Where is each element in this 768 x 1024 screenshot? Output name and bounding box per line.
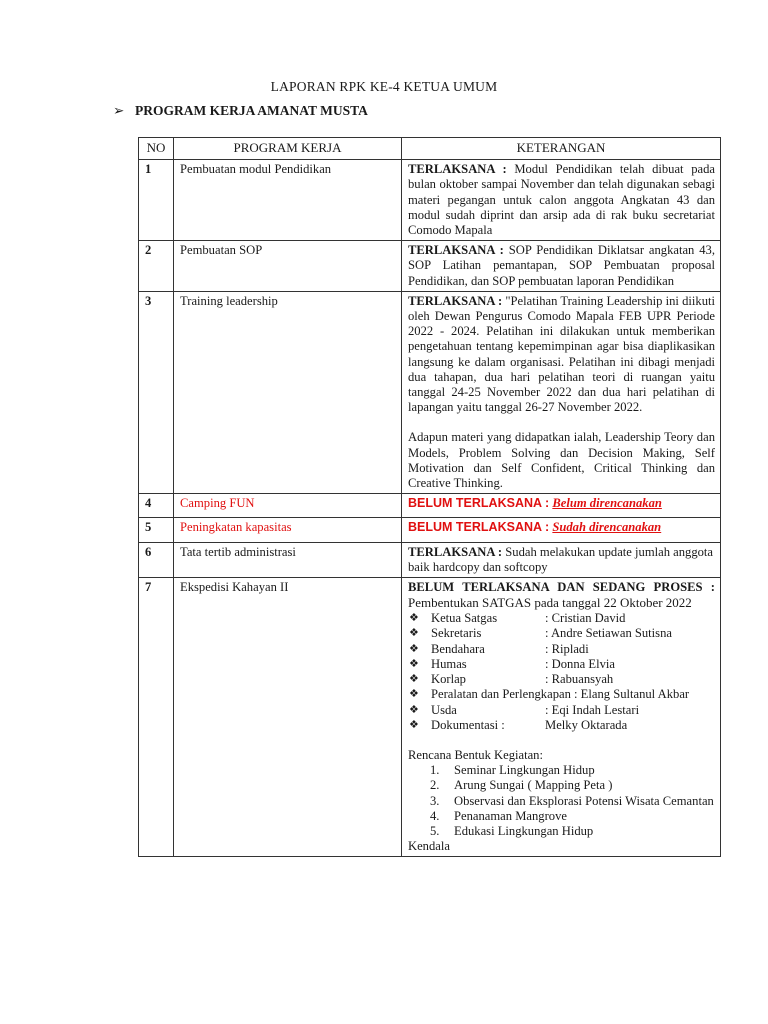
section-heading <box>113 103 368 119</box>
program-name: Pembuatan modul Pendidikan <box>174 160 402 241</box>
satgas-role: Peralatan dan Perlengkapan : Elang Sultanul Akbar <box>431 687 690 702</box>
document-title: LAPORAN RPK KE-4 KETUA UMUM <box>270 79 498 94</box>
diamond-bullet-icon: ❖ <box>409 612 419 625</box>
program-name: Pembuatan SOP <box>174 241 402 292</box>
arrow-bullet-icon: ➢ <box>113 103 125 118</box>
row-number: 5 <box>139 518 174 542</box>
plan-item: Edukasi Lingkungan Hidup <box>454 823 594 838</box>
satgas-role: Bendahara <box>431 641 485 656</box>
keterangan-cell <box>402 160 721 241</box>
header-keterangan: KETERANGAN <box>402 138 721 160</box>
table-row <box>139 518 721 542</box>
header-no: NO <box>139 138 174 160</box>
satgas-name: Melky Oktarada <box>545 717 628 732</box>
keterangan-cell <box>402 494 721 518</box>
list-item <box>408 657 715 672</box>
satgas-name: : Donna Elvia <box>545 656 615 671</box>
status-label: TERLAKSANA : <box>408 243 504 258</box>
satgas-role: Dokumentasi : <box>431 717 505 732</box>
keterangan-text: Modul Pendidikan telah dibuat pada bulan oktober sampai November dan telah digunakan sebagi materi pegangan untuk calon anggota Angkatan 43 dan modul sudah diprint dan arsip ada di rak buku secretariat Comodo Mapala <box>408 162 715 238</box>
plan-item: Arung Sungai ( Mapping Peta ) <box>454 778 613 793</box>
list-item <box>408 718 715 733</box>
table-row <box>139 160 721 241</box>
diamond-bullet-icon: ❖ <box>409 673 419 686</box>
keterangan-cell <box>402 542 721 577</box>
satgas-name: : Andre Setiawan Sutisna <box>545 626 672 641</box>
satgas-name: : Eqi Indah Lestari <box>545 702 640 717</box>
plan-item: Seminar Lingkungan Hidup <box>454 763 595 778</box>
list-item <box>408 611 715 626</box>
row-number: 2 <box>139 241 174 292</box>
keterangan-cell <box>402 518 721 542</box>
list-item: 4. Penanaman Mangrove <box>430 808 567 823</box>
status-label: TERLAKSANA : <box>408 544 503 559</box>
satgas-name: : Ripladi <box>545 641 589 656</box>
status-label: BELUM TERLAKSANA DAN SEDANG PROSES : <box>408 580 715 595</box>
program-table <box>138 137 721 857</box>
row-number: 1 <box>139 160 174 241</box>
plan-title: Rencana Bentuk Kegiatan: <box>408 747 543 762</box>
program-name: Training leadership <box>174 291 402 493</box>
diamond-bullet-icon: ❖ <box>409 718 419 731</box>
plan-note: Belum direncanakan <box>552 496 662 511</box>
table-row <box>139 291 721 493</box>
program-name: Camping FUN <box>174 494 402 518</box>
satgas-role: Usda <box>431 702 457 717</box>
satgas-name: : Rabuansyah <box>545 672 614 687</box>
list-item: 2. Arung Sungai ( Mapping Peta ) <box>430 778 613 793</box>
satgas-name: : Cristian David <box>545 611 626 626</box>
satgas-role: Humas <box>431 656 467 671</box>
keterangan-text-2: Adapun materi yang didapatkan ialah, Leadership Teory dan Models, Problem Solving dan Decision Making, Self Motivation dan Self Confident, Critical Thinking dan Creative Thinking. <box>408 430 715 491</box>
kendala-label: Kendala <box>408 839 450 854</box>
list-item <box>408 703 715 718</box>
status-label: TERLAKSANA : <box>408 162 507 177</box>
program-name: Tata tertib administrasi <box>174 542 402 577</box>
satgas-role: Ketua Satgas <box>431 611 498 626</box>
diamond-bullet-icon: ❖ <box>409 688 419 701</box>
satgas-list <box>408 611 715 733</box>
list-item <box>408 687 715 702</box>
row-number: 3 <box>139 291 174 493</box>
status-label: BELUM TERLAKSANA : <box>408 496 550 511</box>
list-item <box>408 642 715 657</box>
keterangan-text: Pembentukan SATGAS pada tanggal 22 Oktober 2022 <box>408 595 692 611</box>
list-item: 5. Edukasi Lingkungan Hidup <box>430 823 594 838</box>
plan-item: Observasi dan Eksplorasi Potensi Wisata Cemantan <box>454 793 714 808</box>
keterangan-cell <box>402 241 721 292</box>
list-item <box>408 626 715 641</box>
list-item <box>408 672 715 687</box>
diamond-bullet-icon: ❖ <box>409 703 419 716</box>
table-row <box>139 542 721 577</box>
diamond-bullet-icon: ❖ <box>409 657 419 670</box>
keterangan-text: Sudah melakukan update jumlah anggota baik hardcopy dan softcopy <box>408 544 714 574</box>
plan-list <box>408 763 715 839</box>
diamond-bullet-icon: ❖ <box>409 642 419 655</box>
table-row <box>139 494 721 518</box>
table-row <box>139 241 721 292</box>
status-label: TERLAKSANA : <box>408 293 503 308</box>
keterangan-cell <box>402 578 721 857</box>
plan-item: Penanaman Mangrove <box>454 808 567 823</box>
satgas-role: Korlap <box>431 672 466 687</box>
keterangan-text: "Pelatihan Training Leadership ini diikuti oleh Dewan Pengurus Comodo Mapala FEB UPR Periode 2022 - 2024. Pelatihan ini dilakukan untuk memberikan pengetahuan tentang kepemimpinan agar bisa diaplikasikan langsung ke dalam organisasi. Pelatihan ini dibagi menjadi dua tahapan, dua hari pelatihan teori di ruangan yaitu tanggal 24-25 November 2022 dan dua hari pelatihan di lapangan yaitu tanggal 26-27 November 2022. <box>408 293 715 415</box>
row-number: 7 <box>139 578 174 857</box>
list-item: 1. Seminar Lingkungan Hidup <box>430 763 595 778</box>
satgas-role: Sekretaris <box>431 626 482 641</box>
row-number: 6 <box>139 542 174 577</box>
list-item: 3. Observasi dan Eksplorasi Potensi Wisata Cemantan <box>430 793 714 808</box>
header-program: PROGRAM KERJA <box>174 138 402 160</box>
keterangan-cell <box>402 291 721 493</box>
keterangan-text: SOP Pendidikan Diklatsar angkatan 43, SOP Latihan pemantapan, SOP Pembuatan proposal Pendidikan, dan SOP pembuatan laporan Pendidikan <box>408 243 715 288</box>
plan-note: Sudah direncanakan <box>552 520 662 535</box>
program-name: Peningkatan kapasitas <box>174 518 402 542</box>
program-name: Ekspedisi Kahayan II <box>174 578 402 857</box>
table-header-row <box>139 138 721 160</box>
diamond-bullet-icon: ❖ <box>409 627 419 640</box>
status-label: BELUM TERLAKSANA : <box>408 520 550 535</box>
row-number: 4 <box>139 494 174 518</box>
section-title: PROGRAM KERJA AMANAT MUSTA <box>135 103 368 118</box>
table-row <box>139 578 721 857</box>
